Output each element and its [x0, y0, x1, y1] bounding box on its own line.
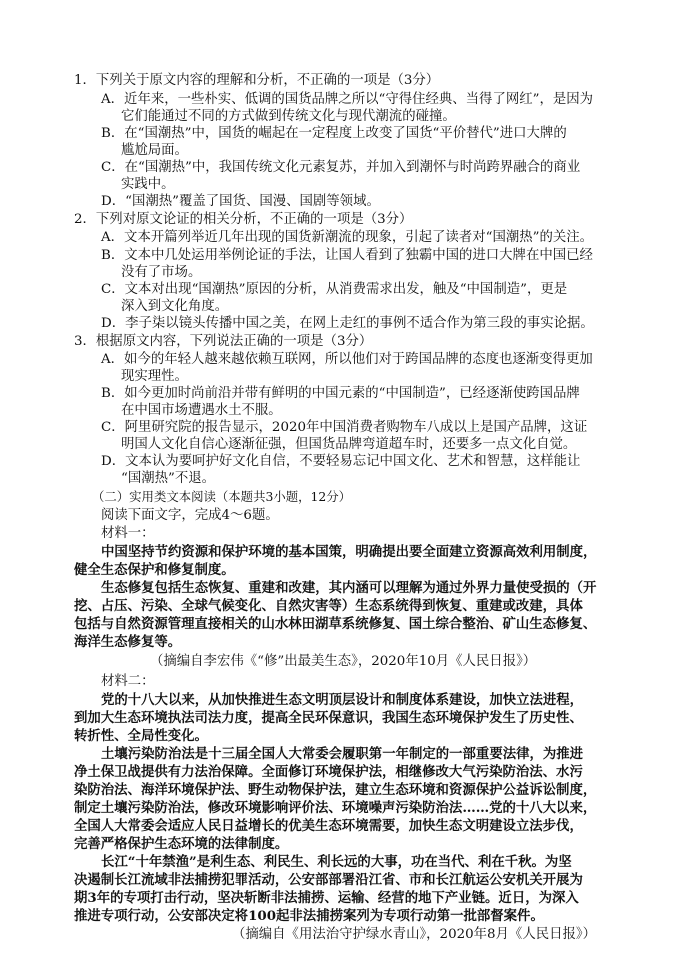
q3-option-a-line1: A．如今的年轻人越来越依赖互联网，所以他们对于跨国品牌的态度也逐渐变得更加 — [101, 352, 593, 367]
q2-option-b-line1: B．文本中几处运用举例论证的手法，让国人看到了独霸中国的进口大牌在中国已经 — [101, 248, 593, 263]
material2-line: 完善严格保护生态环境的法律制度。 — [74, 836, 289, 852]
q3-option-d-line2: “国潮热”不退。 — [121, 471, 216, 486]
section-intro: 阅读下面文字，完成4～6题。 — [101, 508, 279, 523]
material2-line: 净土保卫战提供有力法治保障。全面修订环境保护法，相继修改大气污染防治法、水污 — [74, 764, 583, 780]
q2-option-c-line2: 深入到文化角度。 — [121, 299, 229, 314]
material1-label: 材料一： — [101, 526, 155, 541]
material2-line: 党的十八大以来，从加快推进生态文明顶层设计和制度体系建设，加快立法进程， — [101, 692, 584, 708]
q3-option-b-line2: 在中国市场遭遇水土不服。 — [121, 403, 282, 418]
material1-line: 健全生态保护和修复制度。 — [74, 562, 235, 578]
q1-option-b-line2: 尴尬局面。 — [121, 143, 188, 158]
material1-line: 挖、占压、污染、全球气候变化、自然灾害等）生态系统得到恢复、重建或改建，具体 — [74, 598, 583, 614]
material2-line: 决遏制长江流域非法捕捞犯罪活动，公安部部署沿江省、市和长江航运公安机关开展为 — [74, 872, 583, 888]
q1-option-b-line1: B．在“国潮热”中，国货的崛起在一定程度上改变了国货“平价替代”进口大牌的 — [101, 126, 567, 141]
material2-line: 推进专项行动，公安部决定将100起非法捕捞案列为专项行动第一批部督案件。 — [74, 908, 544, 924]
q3-stem: 3．根据原文内容，下列说法正确的一项是（3分） — [74, 334, 373, 349]
material2-label: 材料二： — [101, 674, 155, 689]
q2-option-d: D．李子柒以镜头传播中国之美，在网上走红的事例不适合作为第三段的事实论据。 — [101, 316, 594, 331]
material2-line: 全国人大常委会适应人民日益增长的优美生态环境需要，加快生态文明建设立法步伐， — [74, 818, 583, 834]
material1-source: （摘编自李宏伟《“修”出最美生态》，2020年10月《人民日报》） — [150, 654, 537, 669]
material2-line: 染防治法、海洋环境保护法、野生动物保护法，建立生态环境和资源保护公益诉讼制度， — [74, 782, 597, 798]
q1-stem: 1．下列关于原文内容的理解和分析，不正确的一项是（3分） — [74, 73, 440, 88]
material2-line: 长江“十年禁渔”是利生态、利民生、利长远的大事，功在当代、利在千秋。为坚 — [101, 854, 572, 870]
material2-line: 期3年的专项打击行动，坚决斩断非法捕捞、运输、经营的地下产业链。近日，为深入 — [74, 890, 579, 906]
material1-line: 海洋生态修复等。 — [74, 634, 182, 650]
material1-line: 中国坚持节约资源和保护环境的基本国策，明确提出要全面建立资源高效利用制度， — [101, 544, 597, 560]
section-heading: （二）实用类文本阅读（本题共3小题，12分） — [92, 489, 352, 504]
q2-option-a: A．文本开篇列举近几年出现的国货新潮流的现象，引起了读者对“国潮热”的关注。 — [101, 230, 594, 245]
q1-option-a-line2: 它们能通过不同的方式做到传统文化与现代潮流的碰撞。 — [121, 109, 456, 124]
q1-option-a-line1: A．近年来，一些朴实、低调的国货品牌之所以“守得住经典、当得了网红”，是因为 — [101, 92, 594, 107]
q2-option-b-line2: 没有了市场。 — [121, 265, 202, 280]
material1-line: 生态修复包括生态恢复、重建和改建，其内涵可以理解为通过外界力量使受损的（开 — [101, 580, 597, 596]
material2-line: 制定土壤污染防治法，修改环境影响评价法、环境噪声污染防治法……党的十八大以来， — [74, 800, 597, 816]
q3-option-c-line1: C．阿里研究院的报告显示，2020年中国消费者购物车八成以上是国产品牌，这证 — [101, 420, 588, 435]
q3-option-d-line1: D．文本认为要呵护好文化自信，不要轻易忘记中国文化、艺术和智慧，这样能让 — [101, 454, 581, 469]
material1-line: 包括与自然资源管理直接相关的山水林田湖草系统修复、国土综合整治、矿山生态修复、 — [74, 616, 597, 632]
q1-option-c-line2: 实践中。 — [121, 177, 175, 192]
material2-line: 土壤污染防治法是十三届全国人大常委会履职第一年制定的一部重要法律，为推进 — [101, 746, 584, 762]
q3-option-a-line2: 现实理性。 — [121, 369, 188, 384]
q2-option-c-line1: C．文本对出现“国潮热”原因的分析，从消费需求出发，触及“中国制造”，更是 — [101, 282, 568, 297]
material2-source: （摘编自《用法治守护绿水青山》，2020年8月《人民日报》） — [232, 927, 596, 942]
q1-option-c-line1: C．在“国潮热”中，我国传统文化元素复苏，并加入到潮怀与时尚跨界融合的商业 — [101, 160, 581, 175]
q2-stem: 2．下列对原文论证的相关分析，不正确的一项是（3分） — [74, 212, 413, 227]
q3-option-b-line1: B．如今更加时尚前沿并带有鲜明的中国元素的“中国制造”，已经逐渐使跨国品牌 — [101, 386, 580, 401]
material2-line: 到加大生态环境执法司法力度，提高全民环保意识，我国生态环境保护发生了历史性、 — [74, 710, 583, 726]
q3-option-c-line2: 明国人文化自信心逐渐征强，但国货品牌弯道超车时，还要多一点文化自觉。 — [121, 437, 577, 452]
material2-line: 转折性、全局性变化。 — [74, 728, 208, 744]
q1-option-d: D．“国潮热”覆盖了国货、国漫、国剧等领域。 — [101, 194, 380, 209]
